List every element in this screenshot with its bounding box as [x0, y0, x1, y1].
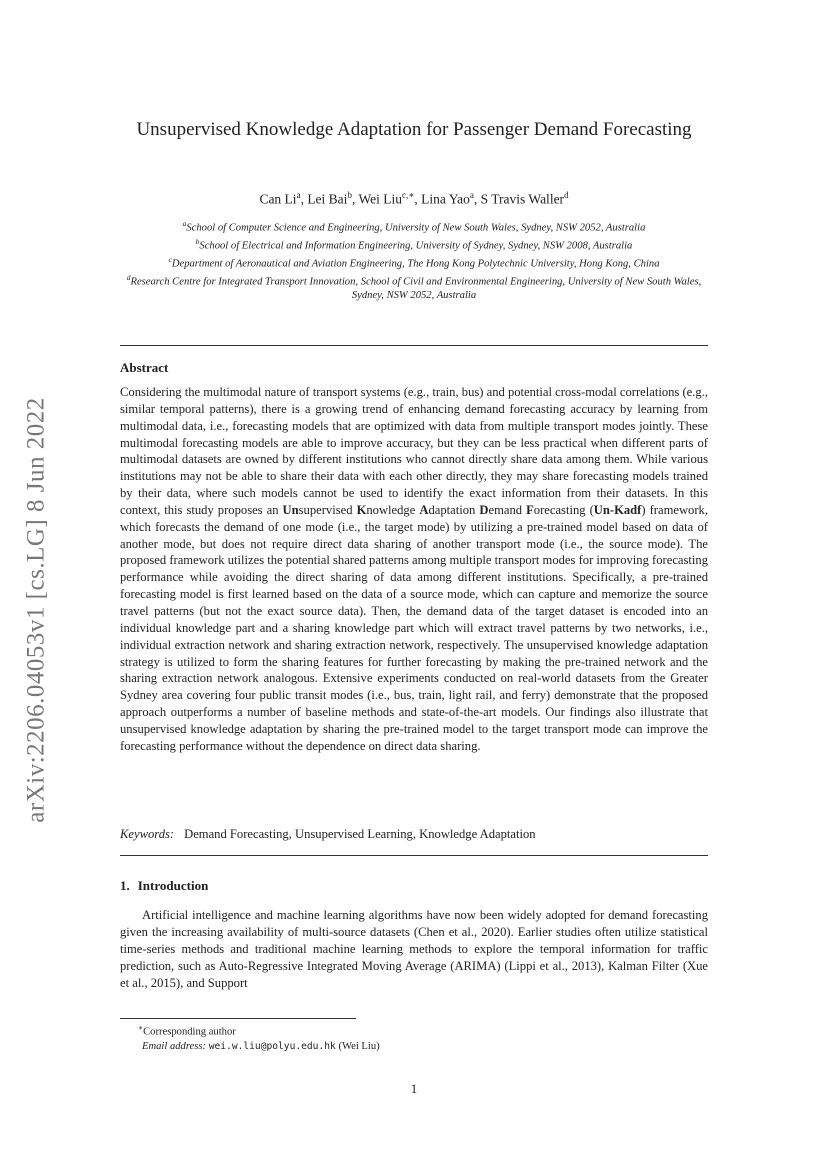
author-affiliation-mark: a [469, 190, 474, 200]
footnote-email [138, 1040, 726, 1054]
acronym-letter: Un [282, 502, 299, 517]
abstract-text: nowledge [366, 502, 420, 517]
abstract-text: emand [488, 502, 527, 517]
author: S Travis Waller [480, 191, 565, 207]
arxiv-identifier [14, 380, 60, 840]
paper-title: Unsupervised Knowledge Adaptation for Passenger Demand Forecasting [136, 119, 692, 140]
introduction-paragraph: Artificial intelligence and machine learning algorithms have now been widely adopted for demand forecasting given the increasing availability of multi-source datasets (Chen et al., 2020). Earlier studies often utilize statistical time-series methods and traditional machine learning methods to explore the temporal information for traffic prediction, such as Auto-Regressive Integrated Moving Average (ARIMA) (Lippi et al., 2013), Kalman Filter (Xue et al., 2015), and Support [120, 908, 708, 990]
affiliation-mark: d [126, 272, 131, 282]
affiliation-text: Department of Aeronautical and Aviation Engineering, The Hong Kong Polytechnic University, Hong Kong, China [171, 258, 660, 270]
abstract-text: Considering the multimodal nature of transport systems (e.g., train, bus) and potential cross-modal correlations (e.g., similar temporal patterns), there is a growing trend of enhancing demand forecasting accuracy by learning from multimodal data, i.e., forecasting models that are optimized with data from multiple transport modes jointly. These multimodal forecasting models are able to improve accuracy, but they can be less practical when different parts of multimodal datasets are owned by different institutions who cannot directly share data among them. While various institutions may not be able to share their data with each other directly, they may share forecasting models trained by their data, where such models cannot be used to identify the exact information from their datasets. In this context, this study proposes an [120, 385, 708, 517]
email-address: wei.w.liu@polyu.edu.hk [208, 1040, 336, 1052]
author: Can Li [259, 191, 297, 207]
author-affiliation-mark: d [564, 190, 569, 200]
author: Wei Liu [358, 191, 402, 207]
affiliation-mark: b [195, 236, 200, 246]
footnote [120, 1021, 726, 1054]
framework-acronym: Un-Kadf [593, 502, 642, 517]
acronym-letter: K [356, 502, 367, 517]
keywords-text: Demand Forecasting, Unsupervised Learning, Knowledge Adaptation [184, 827, 536, 841]
author: Lina Yao [421, 191, 470, 207]
acronym-letter: A [419, 502, 429, 517]
abstract-body [120, 384, 708, 755]
email-owner: (Wei Liu) [338, 1040, 380, 1052]
footnote-corresponding [138, 1021, 726, 1040]
abstract-bottom-rule [120, 855, 708, 856]
affiliation-list [120, 217, 708, 302]
abstract-text: supervised [298, 502, 357, 517]
author-affiliation-mark: a [296, 190, 301, 200]
affiliation-text: Research Centre for Integrated Transport Innovation, School of Civil and Environmental Engineering, University of New South Wales, Sydney, NSW 2052, Australia [130, 276, 702, 301]
affiliation [120, 235, 708, 253]
abstract-text: ) framework, which forecasts the demand of one mode (i.e., the target mode) by utilizing a pre-trained model based on data of another mode, but does not require direct data sharing of another transport mode (i.e., the source mode). The proposed framework utilizes the potential shared patterns among multiple transport modes for improving forecasting performance while avoiding the direct sharing of data among different institutions. Specifically, a pre-trained forecasting model is first learned based on the data of a source mode, which can capture and memorize the source travel patterns (but not the exact source data). Then, the demand data of the target dataset is encoded into an individual knowledge part and a sharing knowledge part which will extract travel patterns by two networks, i.e., individual extraction network and sharing extraction network, respectively. The unsupervised knowledge adaptation strategy is utilized to form the sharing features for further forecasting by making the pre-trained network and the sharing extraction network analogous. Extensive experiments conducted on real-world datasets from the Greater Sydney area covering four public transit modes (i.e., bus, train, light rail, and ferry) demonstrate that the proposed approach outperforms a number of baseline methods and state-of-the-art models. Our findings also illustrate that unsupervised knowledge adaptation by sharing the pre-trained model to the target transport mode can improve the forecasting performance without the dependence on direct data sharing. [120, 502, 708, 753]
arxiv-identifier-text: arXiv:2206.04053v1 [cs.LG] 8 Jun 2022 [23, 397, 50, 823]
page-number: 1 [410, 1081, 418, 1096]
affiliation-text: School of Electrical and Information Engineering, University of Sydney, Sydney, NSW 2008, Australia [199, 240, 633, 252]
abstract-text: orecasting ( [533, 502, 594, 517]
acronym-letter: D [479, 502, 489, 517]
affiliation [120, 217, 708, 235]
section-heading-introduction [120, 878, 708, 894]
author-list: Can Li$^a$, Lei Bai$^b$, Wei Liu$^{c,∗}$, Lina Yao$^a$, S Travis Waller$^d$ [259, 190, 569, 207]
footnote-corresponding-text: Corresponding author [143, 1026, 236, 1038]
affiliation [120, 271, 708, 302]
affiliation-mark: c [168, 254, 172, 264]
keywords-label: Keywords: [120, 827, 175, 841]
affiliation-text: School of Computer Science and Engineering, University of New South Wales, Sydney, NSW 2052, Australia [186, 222, 646, 234]
footnote-rule [120, 1018, 356, 1019]
affiliation-mark: a [182, 219, 187, 228]
keywords-line [120, 826, 708, 842]
author-affiliation-mark: b [347, 190, 352, 200]
affiliation [120, 253, 708, 271]
email-label: Email address: [142, 1040, 207, 1052]
section-title: Introduction [137, 878, 209, 893]
abstract-top-rule [120, 345, 708, 346]
footnote-mark: ∗ [138, 1023, 144, 1032]
author: Lei Bai [307, 191, 348, 207]
acronym-letter: F [526, 502, 534, 517]
author-affiliation-mark: c,∗ [401, 190, 415, 200]
section-number: 1. [120, 878, 130, 893]
abstract-text: daptation [428, 502, 480, 517]
abstract-heading: Abstract [120, 360, 169, 375]
